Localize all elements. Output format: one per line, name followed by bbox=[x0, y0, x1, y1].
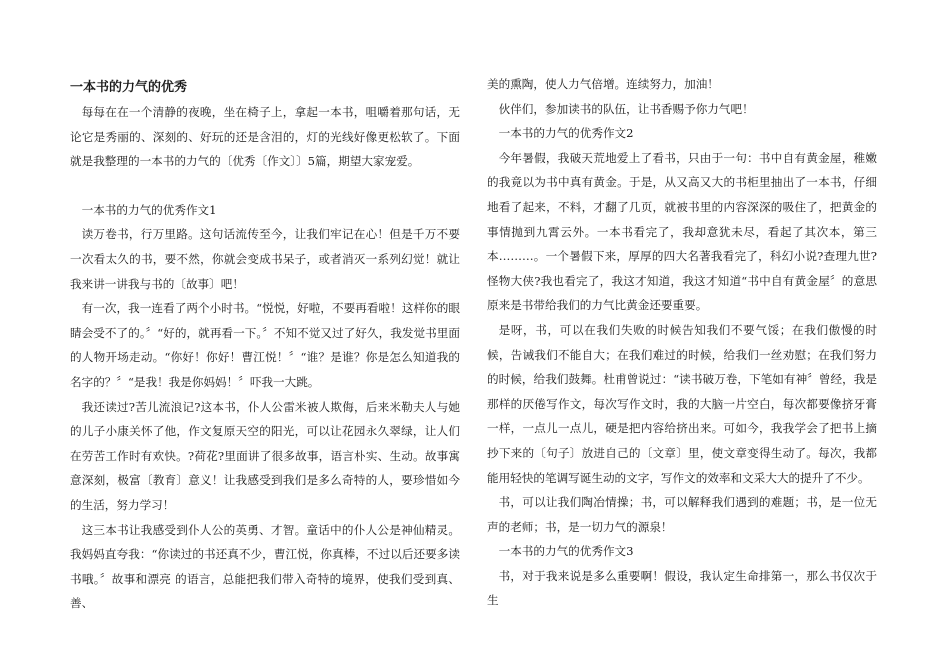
essay-1-paragraph-2: 有一次，我一连看了两个小时书。“悦悦，好啦，不要再看啦！这样你的眼睛会受不了的。〞“好的，就再看一下。〞不知不觉又过了好久，我发觉书里面的人物开场走动。“你好！你好！曹江悦！〞“谁？是谁？你是怎么知道我的名字的？〞“是我！我是你妈妈！〞吓我一大跳。 bbox=[70, 301, 460, 389]
document-title: 一本书的力气的优秀 bbox=[70, 80, 188, 95]
essay-3-heading: 一本书的力气的优秀作文3 bbox=[498, 544, 634, 559]
right-column bbox=[487, 72, 877, 613]
essay-2-paragraph-3: 书，可以让我们陶冶情操；书，可以解释我们遇到的难题；书，是一位无声的老师；书，是一切力气的源泉！ bbox=[487, 495, 877, 534]
essay-1-heading: 一本书的力气的优秀作文1 bbox=[81, 202, 217, 217]
intro-paragraph: 每每在在一个清静的夜晚，坐在椅子上，拿起一本书，咀嚼着那句话，无论它是秀丽的、深刻的、好玩的还是含泪的，灯的光线好像更松软了。下面就是我整理的一本书的力气的〔优秀〔作文〕〕5篇，期望大家宠爱。 bbox=[70, 105, 460, 169]
left-column bbox=[70, 76, 460, 616]
section-spacer bbox=[70, 174, 460, 198]
essay-1-paragraph-4-continued: 美的熏陶，使人力气倍增。连续努力，加油！ bbox=[487, 77, 719, 91]
essay-2-paragraph-1: 今年暑假，我破天荒地爱上了看书，只由于一句：书中自有黄金屋，稚嫩的我竟以为书中真有黄金。于是，从又高又大的书柜里抽出了一本书，仔细地看了起来，不料，才翻了几页，就被书里的内容深深的吸住了，把黄金的事情抛到九霄云外。一本书看完了，我却意犹未尽，看起了其次本，第三本………。一个暑假下来，厚厚的四大名著我看完了，科幻小说?查理九世?怪物大侠?我也看完了，我这才知道，我这才知道“书中自有黄金屋〞的意思原来是书带给我们的力气比黄金还要重要。 bbox=[487, 150, 877, 313]
essay-1-paragraph-5: 伙伴们，参加读书的队伍，让书香赐予你力气吧！ bbox=[498, 101, 754, 116]
essay-1-paragraph-3: 我还读过?苦儿流浪记?这本书，仆人公雷米被人欺侮，后来米勒夫人与她的儿子小康关怀了他，作文复原天空的阳光，可以让花园永久翠绿，让人们在劳苦工作时有欢快。?荷花?里面讲了很多故事，语言朴实、生动。故事寓意深刻，极富〔教育〕意义！让我感受到我们是多么奇特的人，要珍惜如今的生活，努力学习！ bbox=[70, 399, 460, 512]
essay-1-paragraph-4: 这三本书让我感受到仆人公的英勇、才智。童话中的仆人公是神仙精灵。我妈妈直夸我：“你读过的书还真不少，曹江悦，你真棒，不过以后还要多读书哦。〞故事和漂亮 的语言，总能把我们带入奇特的境界，使我们受到真、善、 bbox=[70, 522, 460, 611]
essay-2-paragraph-2: 是呀，书，可以在我们失败的时候告知我们不要气馁；在我们傲慢的时候，告诫我们不能自大；在我们难过的时候，给我们一丝劝慰；在我们努力的时候，给我们鼓舞。杜甫曾说过：“读书破万卷，下笔如有神〞曾经，我是那样的厌倦写作文，每次写作文时，我的大脑一片空白，每次都要像挤牙膏一样，一点儿一点儿，硬是把内容给挤出来。可如今，我我学会了把书上摘抄下来的〔句子〕放进自己的〔文章〕里，使文章变得生动了。每次，我都能用轻快的笔调写诞生动的文字，写作文的效率和文采大大的提升了不少。 bbox=[487, 322, 877, 485]
essay-2-heading: 一本书的力气的优秀作文2 bbox=[498, 126, 634, 141]
essay-1-paragraph-1: 读万卷书，行万里路。这句话流传至今，让我们牢记在心！但是千万不要一次看太久的书，要不然，你就会变成书呆子，或者消灭一系列幻觉！就让我来讲一讲我与书的〔故事〕吧！ bbox=[70, 227, 460, 291]
essay-3-paragraph-1: 书，对于我来说是多么重要啊！假设，我认定生命排第一，那么书仅次于生 bbox=[487, 568, 877, 608]
